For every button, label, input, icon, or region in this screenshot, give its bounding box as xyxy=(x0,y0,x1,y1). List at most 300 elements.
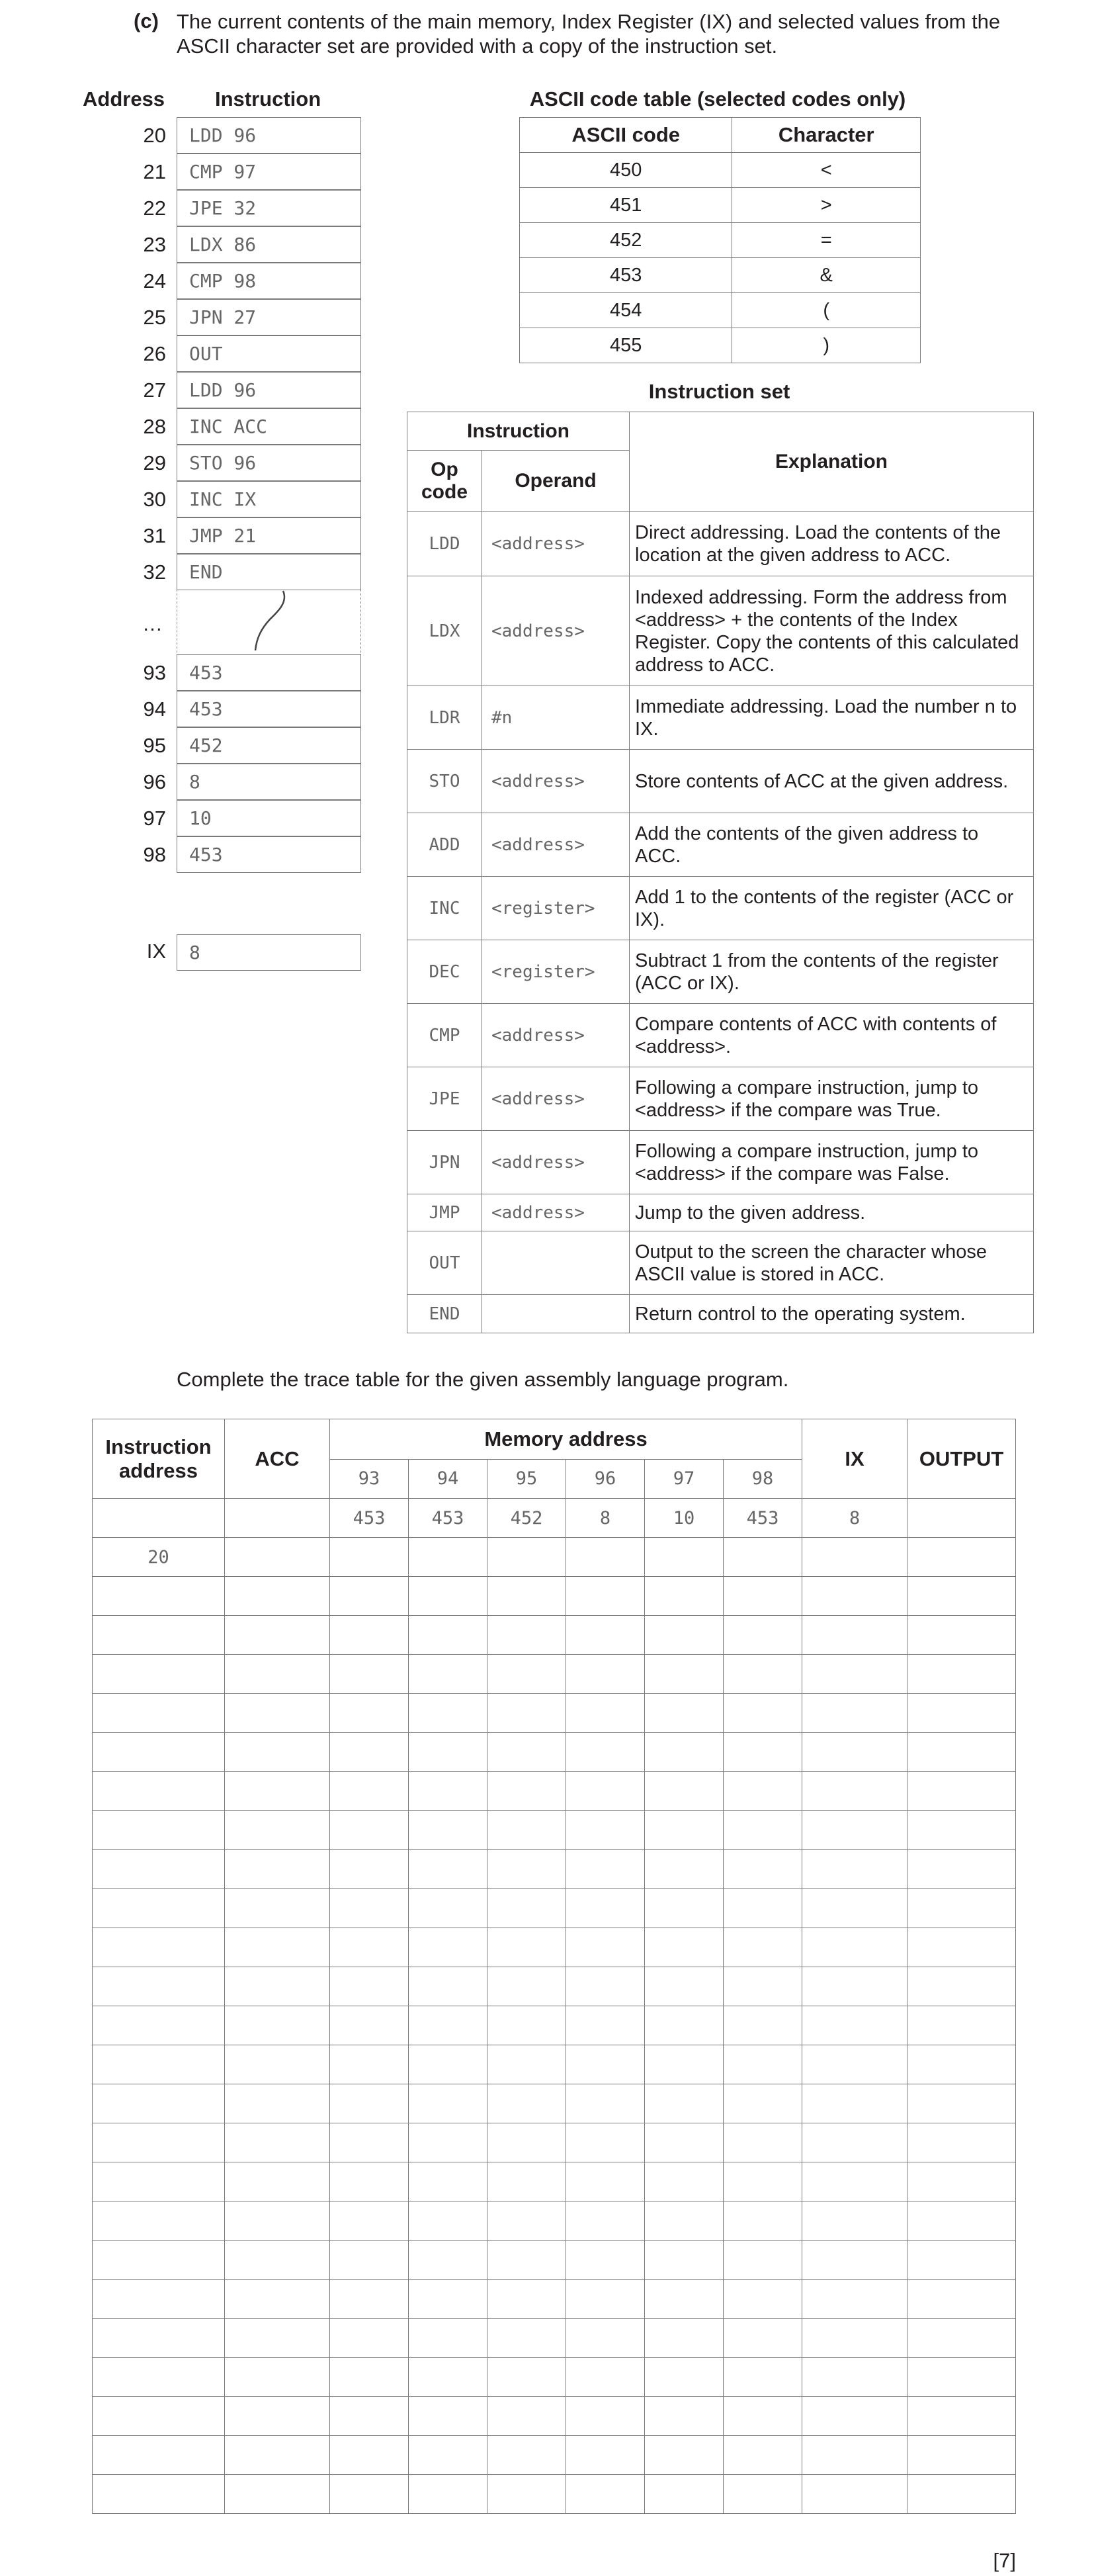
trace-cell[interactable] xyxy=(724,2162,802,2201)
trace-cell[interactable] xyxy=(93,2280,225,2319)
trace-cell[interactable] xyxy=(487,2162,566,2201)
trace-cell[interactable] xyxy=(225,2045,330,2084)
trace-cell[interactable] xyxy=(566,1772,645,1811)
trace-row[interactable] xyxy=(93,1850,1016,1889)
trace-row[interactable] xyxy=(93,2475,1016,2514)
trace-cell[interactable] xyxy=(907,1616,1016,1655)
trace-cell[interactable] xyxy=(566,2084,645,2123)
trace-cell[interactable] xyxy=(645,2319,724,2358)
trace-cell[interactable] xyxy=(409,2123,487,2162)
trace-cell[interactable] xyxy=(409,1538,487,1577)
trace-cell[interactable] xyxy=(487,1772,566,1811)
trace-cell[interactable] xyxy=(802,1928,907,1967)
trace-row[interactable] xyxy=(93,1577,1016,1616)
trace-cell[interactable] xyxy=(330,2319,409,2358)
trace-cell[interactable] xyxy=(93,1694,225,1733)
trace-cell[interactable] xyxy=(409,1967,487,2006)
trace-cell[interactable] xyxy=(93,2436,225,2475)
trace-cell[interactable] xyxy=(330,2397,409,2436)
trace-cell[interactable] xyxy=(409,2045,487,2084)
trace-cell[interactable] xyxy=(802,2397,907,2436)
trace-cell[interactable] xyxy=(487,2280,566,2319)
trace-cell[interactable] xyxy=(907,2045,1016,2084)
trace-cell[interactable] xyxy=(566,2241,645,2280)
trace-cell[interactable] xyxy=(409,2358,487,2397)
trace-cell[interactable] xyxy=(645,2201,724,2241)
trace-cell[interactable] xyxy=(566,1694,645,1733)
trace-row[interactable] xyxy=(93,2436,1016,2475)
trace-cell[interactable] xyxy=(566,2319,645,2358)
trace-cell[interactable] xyxy=(225,2397,330,2436)
trace-cell[interactable] xyxy=(330,2123,409,2162)
trace-cell[interactable] xyxy=(225,2475,330,2514)
trace-cell[interactable] xyxy=(907,1733,1016,1772)
trace-cell[interactable] xyxy=(409,2319,487,2358)
trace-cell[interactable] xyxy=(645,2084,724,2123)
trace-cell[interactable] xyxy=(724,2201,802,2241)
trace-cell[interactable] xyxy=(93,1889,225,1928)
memory-instruction-header: Instruction xyxy=(215,87,321,111)
trace-cell[interactable] xyxy=(566,2280,645,2319)
trace-cell[interactable] xyxy=(802,2045,907,2084)
trace-cell[interactable] xyxy=(487,2436,566,2475)
trace-cell[interactable] xyxy=(225,1577,330,1616)
trace-cell[interactable] xyxy=(645,1928,724,1967)
trace-cell[interactable] xyxy=(225,2123,330,2162)
trace-cell[interactable] xyxy=(93,2123,225,2162)
trace-cell[interactable] xyxy=(330,1928,409,1967)
trace-cell[interactable] xyxy=(225,1694,330,1733)
trace-row[interactable] xyxy=(93,2358,1016,2397)
trace-row[interactable] xyxy=(93,2006,1016,2045)
trace-cell xyxy=(225,1499,330,1538)
trace-cell[interactable] xyxy=(802,2123,907,2162)
trace-row[interactable] xyxy=(93,1694,1016,1733)
trace-cell[interactable] xyxy=(409,1772,487,1811)
trace-cell[interactable] xyxy=(330,1967,409,2006)
trace-cell[interactable] xyxy=(487,2123,566,2162)
trace-cell[interactable] xyxy=(907,1694,1016,1733)
trace-cell[interactable] xyxy=(487,1811,566,1850)
ascii-character: > xyxy=(732,188,921,223)
memory-address: 25 xyxy=(143,306,166,329)
trace-cell[interactable] xyxy=(802,1889,907,1928)
trace-cell[interactable] xyxy=(330,2162,409,2201)
trace-cell[interactable] xyxy=(724,1616,802,1655)
trace-cell[interactable] xyxy=(724,2006,802,2045)
trace-cell[interactable] xyxy=(645,1811,724,1850)
trace-cell[interactable] xyxy=(724,2241,802,2280)
trace-cell[interactable] xyxy=(645,2006,724,2045)
trace-cell[interactable] xyxy=(93,2397,225,2436)
trace-cell[interactable] xyxy=(93,1577,225,1616)
trace-cell[interactable] xyxy=(724,1538,802,1577)
trace-cell[interactable] xyxy=(724,1889,802,1928)
trace-cell[interactable] xyxy=(907,2280,1016,2319)
trace-cell[interactable] xyxy=(566,1889,645,1928)
trace-cell[interactable] xyxy=(487,2397,566,2436)
trace-cell[interactable] xyxy=(487,2201,566,2241)
instruction-set-title: Instruction set xyxy=(648,380,790,403)
trace-cell[interactable] xyxy=(802,1850,907,1889)
trace-cell[interactable] xyxy=(907,2475,1016,2514)
trace-cell[interactable] xyxy=(330,2358,409,2397)
trace-cell[interactable] xyxy=(409,1616,487,1655)
trace-cell[interactable] xyxy=(566,2123,645,2162)
trace-cell[interactable] xyxy=(566,1577,645,1616)
instruction-set-table xyxy=(407,412,1034,1333)
ascii-code: 454 xyxy=(520,293,732,328)
trace-cell[interactable] xyxy=(802,1694,907,1733)
trace-row[interactable] xyxy=(93,2280,1016,2319)
trace-row[interactable] xyxy=(93,2045,1016,2084)
trace-cell[interactable] xyxy=(225,1811,330,1850)
trace-cell[interactable] xyxy=(225,1967,330,2006)
trace-row[interactable] xyxy=(93,2123,1016,2162)
trace-cell[interactable] xyxy=(802,1538,907,1577)
trace-row[interactable] xyxy=(93,1967,1016,2006)
trace-cell[interactable] xyxy=(645,2241,724,2280)
trace-cell[interactable] xyxy=(409,2397,487,2436)
acc-header: ACC xyxy=(225,1419,330,1499)
opcode: ADD xyxy=(407,813,482,877)
trace-cell[interactable] xyxy=(645,2162,724,2201)
trace-cell[interactable] xyxy=(409,2201,487,2241)
trace-cell[interactable] xyxy=(487,2241,566,2280)
trace-cell[interactable] xyxy=(225,2084,330,2123)
trace-cell[interactable] xyxy=(409,2162,487,2201)
trace-cell[interactable] xyxy=(907,2201,1016,2241)
trace-cell[interactable] xyxy=(93,1967,225,2006)
trace-cell[interactable] xyxy=(802,1616,907,1655)
trace-cell[interactable] xyxy=(93,2475,225,2514)
trace-cell[interactable] xyxy=(907,1811,1016,1850)
trace-cell[interactable] xyxy=(487,2084,566,2123)
marks: [7] xyxy=(993,2549,1016,2572)
trace-cell[interactable] xyxy=(724,1733,802,1772)
trace-cell[interactable] xyxy=(907,2358,1016,2397)
memory-address: 97 xyxy=(143,807,166,830)
trace-cell[interactable] xyxy=(724,1694,802,1733)
trace-cell[interactable] xyxy=(802,2162,907,2201)
ascii-character: ( xyxy=(732,293,921,328)
trace-cell[interactable] xyxy=(225,1850,330,1889)
trace-cell[interactable] xyxy=(802,2319,907,2358)
question-text: The current contents of the main memory, Index Register (IX) and selected values from the ASCII character set are provided with a copy of the instruction set. xyxy=(177,10,1001,58)
trace-row[interactable] xyxy=(93,2084,1016,2123)
trace-cell[interactable] xyxy=(907,2006,1016,2045)
trace-cell[interactable] xyxy=(802,2475,907,2514)
ascii-row xyxy=(520,258,921,293)
trace-cell[interactable] xyxy=(330,1889,409,1928)
trace-cell[interactable] xyxy=(907,1850,1016,1889)
trace-cell[interactable] xyxy=(802,2436,907,2475)
trace-cell[interactable] xyxy=(409,2241,487,2280)
trace-cell[interactable] xyxy=(802,1967,907,2006)
trace-cell[interactable] xyxy=(802,2006,907,2045)
trace-cell[interactable] xyxy=(724,2397,802,2436)
trace-cell[interactable] xyxy=(409,1733,487,1772)
trace-cell[interactable] xyxy=(724,2319,802,2358)
trace-cell[interactable] xyxy=(225,2436,330,2475)
trace-cell[interactable] xyxy=(330,1850,409,1889)
trace-cell[interactable] xyxy=(93,1772,225,1811)
trace-cell[interactable] xyxy=(566,2358,645,2397)
trace-cell[interactable] xyxy=(645,1694,724,1733)
trace-cell[interactable] xyxy=(566,1655,645,1694)
operand-header: Operand xyxy=(482,451,630,512)
trace-cell[interactable] xyxy=(93,1655,225,1694)
trace-row[interactable] xyxy=(93,1616,1016,1655)
trace-cell[interactable] xyxy=(93,1733,225,1772)
trace-cell[interactable] xyxy=(724,2358,802,2397)
trace-cell[interactable] xyxy=(93,2006,225,2045)
trace-cell[interactable] xyxy=(330,2280,409,2319)
trace-cell[interactable] xyxy=(907,1967,1016,2006)
opcode: JPN xyxy=(407,1131,482,1194)
trace-cell[interactable] xyxy=(907,2123,1016,2162)
trace-cell[interactable] xyxy=(566,1616,645,1655)
trace-cell[interactable] xyxy=(487,2045,566,2084)
trace-cell[interactable] xyxy=(724,1655,802,1694)
trace-cell[interactable] xyxy=(225,1616,330,1655)
trace-cell[interactable] xyxy=(93,2045,225,2084)
trace-cell[interactable] xyxy=(487,1733,566,1772)
trace-cell[interactable] xyxy=(566,1538,645,1577)
trace-cell[interactable] xyxy=(645,1733,724,1772)
trace-cell[interactable] xyxy=(487,1616,566,1655)
trace-cell[interactable] xyxy=(802,2201,907,2241)
trace-cell[interactable] xyxy=(645,2123,724,2162)
trace-cell[interactable] xyxy=(645,1772,724,1811)
trace-cell[interactable] xyxy=(93,2201,225,2241)
trace-cell[interactable] xyxy=(566,1928,645,1967)
trace-cell[interactable] xyxy=(487,1928,566,1967)
trace-cell[interactable] xyxy=(724,1772,802,1811)
trace-cell[interactable] xyxy=(330,1811,409,1850)
trace-cell[interactable] xyxy=(225,1772,330,1811)
trace-cell[interactable] xyxy=(330,2475,409,2514)
trace-cell[interactable] xyxy=(645,1538,724,1577)
trace-cell[interactable] xyxy=(225,1928,330,1967)
trace-cell[interactable] xyxy=(645,1655,724,1694)
trace-cell[interactable] xyxy=(225,2280,330,2319)
trace-row[interactable] xyxy=(93,2201,1016,2241)
trace-cell[interactable] xyxy=(802,2358,907,2397)
trace-cell[interactable] xyxy=(487,1889,566,1928)
trace-row[interactable] xyxy=(93,1772,1016,1811)
operand: <address> xyxy=(482,1067,630,1131)
trace-cell[interactable] xyxy=(225,1538,330,1577)
memory-ellipsis: … xyxy=(142,612,163,635)
trace-cell[interactable] xyxy=(93,1850,225,1889)
trace-cell[interactable] xyxy=(802,1577,907,1616)
trace-cell[interactable] xyxy=(330,1772,409,1811)
trace-cell[interactable] xyxy=(225,1655,330,1694)
trace-cell[interactable] xyxy=(802,1733,907,1772)
trace-cell[interactable] xyxy=(409,1811,487,1850)
trace-cell[interactable] xyxy=(93,2358,225,2397)
trace-cell[interactable] xyxy=(907,1772,1016,1811)
trace-cell[interactable] xyxy=(566,2006,645,2045)
trace-cell[interactable] xyxy=(566,1967,645,2006)
trace-cell[interactable] xyxy=(225,1733,330,1772)
trace-cell[interactable] xyxy=(724,2436,802,2475)
trace-cell[interactable] xyxy=(225,2006,330,2045)
trace-cell[interactable] xyxy=(907,1577,1016,1616)
trace-cell[interactable] xyxy=(409,1889,487,1928)
trace-cell[interactable] xyxy=(802,1772,907,1811)
trace-cell[interactable] xyxy=(409,2475,487,2514)
trace-cell[interactable] xyxy=(330,1577,409,1616)
trace-cell[interactable] xyxy=(566,2045,645,2084)
trace-row[interactable] xyxy=(93,1655,1016,1694)
trace-row[interactable] xyxy=(93,2241,1016,2280)
trace-cell[interactable] xyxy=(724,1850,802,1889)
trace-cell[interactable] xyxy=(330,2241,409,2280)
trace-cell[interactable] xyxy=(487,2006,566,2045)
trace-cell[interactable] xyxy=(409,2436,487,2475)
trace-cell[interactable] xyxy=(907,2397,1016,2436)
operand xyxy=(482,1231,630,1295)
trace-cell[interactable] xyxy=(645,1577,724,1616)
trace-cell[interactable] xyxy=(409,1577,487,1616)
trace-cell[interactable] xyxy=(907,2162,1016,2201)
trace-cell[interactable] xyxy=(330,1655,409,1694)
trace-cell[interactable] xyxy=(409,2006,487,2045)
trace-cell[interactable] xyxy=(566,1733,645,1772)
trace-cell[interactable] xyxy=(566,1811,645,1850)
trace-cell[interactable] xyxy=(93,1811,225,1850)
trace-row[interactable] xyxy=(93,1733,1016,1772)
trace-cell[interactable] xyxy=(409,2084,487,2123)
trace-cell[interactable] xyxy=(645,1889,724,1928)
memory-instruction: JPN 27 xyxy=(177,299,361,335)
trace-row[interactable] xyxy=(93,1928,1016,1967)
trace-cell[interactable] xyxy=(225,2241,330,2280)
trace-row[interactable] xyxy=(93,1538,1016,1577)
trace-cell[interactable] xyxy=(645,2358,724,2397)
trace-cell[interactable] xyxy=(645,2436,724,2475)
trace-cell[interactable] xyxy=(409,1850,487,1889)
trace-cell[interactable] xyxy=(93,1616,225,1655)
trace-cell[interactable] xyxy=(907,2084,1016,2123)
memory-value: 453 xyxy=(177,836,361,873)
trace-cell[interactable] xyxy=(566,2201,645,2241)
explanation: Output to the screen the character whose ASCII value is stored in ACC. xyxy=(630,1231,1034,1295)
trace-cell[interactable] xyxy=(225,2162,330,2201)
trace-cell[interactable] xyxy=(724,2280,802,2319)
trace-cell[interactable] xyxy=(645,1967,724,2006)
trace-cell[interactable] xyxy=(645,2475,724,2514)
memory-address: 31 xyxy=(143,524,166,547)
trace-cell[interactable] xyxy=(487,2319,566,2358)
trace-cell[interactable] xyxy=(225,2319,330,2358)
trace-cell[interactable] xyxy=(724,2475,802,2514)
trace-cell[interactable] xyxy=(907,1538,1016,1577)
trace-cell[interactable] xyxy=(907,1889,1016,1928)
trace-cell[interactable] xyxy=(802,2241,907,2280)
trace-cell[interactable] xyxy=(907,2241,1016,2280)
trace-cell[interactable] xyxy=(645,2045,724,2084)
trace-cell[interactable] xyxy=(724,2123,802,2162)
trace-cell[interactable] xyxy=(330,1616,409,1655)
memory-value: 453 xyxy=(177,654,361,691)
trace-cell[interactable] xyxy=(487,2358,566,2397)
trace-cell[interactable] xyxy=(487,1967,566,2006)
trace-cell[interactable] xyxy=(93,2084,225,2123)
trace-row[interactable] xyxy=(93,2397,1016,2436)
trace-cell[interactable] xyxy=(802,2084,907,2123)
trace-cell[interactable] xyxy=(724,1928,802,1967)
trace-cell[interactable] xyxy=(487,1538,566,1577)
trace-cell[interactable] xyxy=(225,2201,330,2241)
trace-cell[interactable] xyxy=(645,1850,724,1889)
trace-cell[interactable] xyxy=(802,2280,907,2319)
trace-cell[interactable] xyxy=(330,2006,409,2045)
trace-cell[interactable] xyxy=(802,1811,907,1850)
trace-cell[interactable] xyxy=(566,2397,645,2436)
trace-cell[interactable] xyxy=(330,2201,409,2241)
trace-cell[interactable] xyxy=(566,2162,645,2201)
trace-cell[interactable] xyxy=(93,1928,225,1967)
trace-cell[interactable] xyxy=(409,1928,487,1967)
trace-cell[interactable] xyxy=(724,2045,802,2084)
trace-cell[interactable] xyxy=(487,1850,566,1889)
trace-cell[interactable] xyxy=(802,1655,907,1694)
trace-cell[interactable] xyxy=(93,2241,225,2280)
trace-cell[interactable] xyxy=(907,2436,1016,2475)
trace-cell[interactable] xyxy=(907,1928,1016,1967)
trace-cell[interactable] xyxy=(330,2436,409,2475)
trace-cell[interactable] xyxy=(225,2358,330,2397)
trace-cell[interactable] xyxy=(93,2162,225,2201)
trace-cell[interactable] xyxy=(330,1694,409,1733)
trace-cell[interactable] xyxy=(330,2084,409,2123)
trace-cell[interactable] xyxy=(409,1655,487,1694)
trace-cell[interactable] xyxy=(330,1733,409,1772)
trace-cell[interactable] xyxy=(566,2475,645,2514)
trace-cell[interactable] xyxy=(409,1694,487,1733)
trace-cell[interactable] xyxy=(487,1694,566,1733)
trace-cell[interactable] xyxy=(724,1577,802,1616)
trace-cell[interactable] xyxy=(330,2045,409,2084)
trace-row[interactable] xyxy=(93,2319,1016,2358)
trace-cell[interactable] xyxy=(487,2475,566,2514)
trace-cell[interactable] xyxy=(645,1616,724,1655)
trace-cell[interactable] xyxy=(724,2084,802,2123)
trace-cell[interactable] xyxy=(330,1538,409,1577)
trace-cell[interactable] xyxy=(907,2319,1016,2358)
trace-cell[interactable] xyxy=(724,1811,802,1850)
trace-cell[interactable] xyxy=(566,1850,645,1889)
trace-cell[interactable] xyxy=(487,1655,566,1694)
trace-row[interactable] xyxy=(93,1811,1016,1850)
trace-cell[interactable] xyxy=(566,2436,645,2475)
trace-cell[interactable] xyxy=(645,2397,724,2436)
trace-cell[interactable] xyxy=(487,1577,566,1616)
trace-cell[interactable] xyxy=(225,1889,330,1928)
trace-cell[interactable] xyxy=(907,1655,1016,1694)
trace-row[interactable] xyxy=(93,1889,1016,1928)
trace-row[interactable] xyxy=(93,2162,1016,2201)
trace-cell[interactable] xyxy=(93,2319,225,2358)
trace-cell[interactable] xyxy=(724,1967,802,2006)
trace-cell[interactable] xyxy=(409,2280,487,2319)
trace-table[interactable] xyxy=(92,1419,1016,2514)
instruction-row xyxy=(407,1004,1034,1067)
trace-cell[interactable] xyxy=(645,2280,724,2319)
